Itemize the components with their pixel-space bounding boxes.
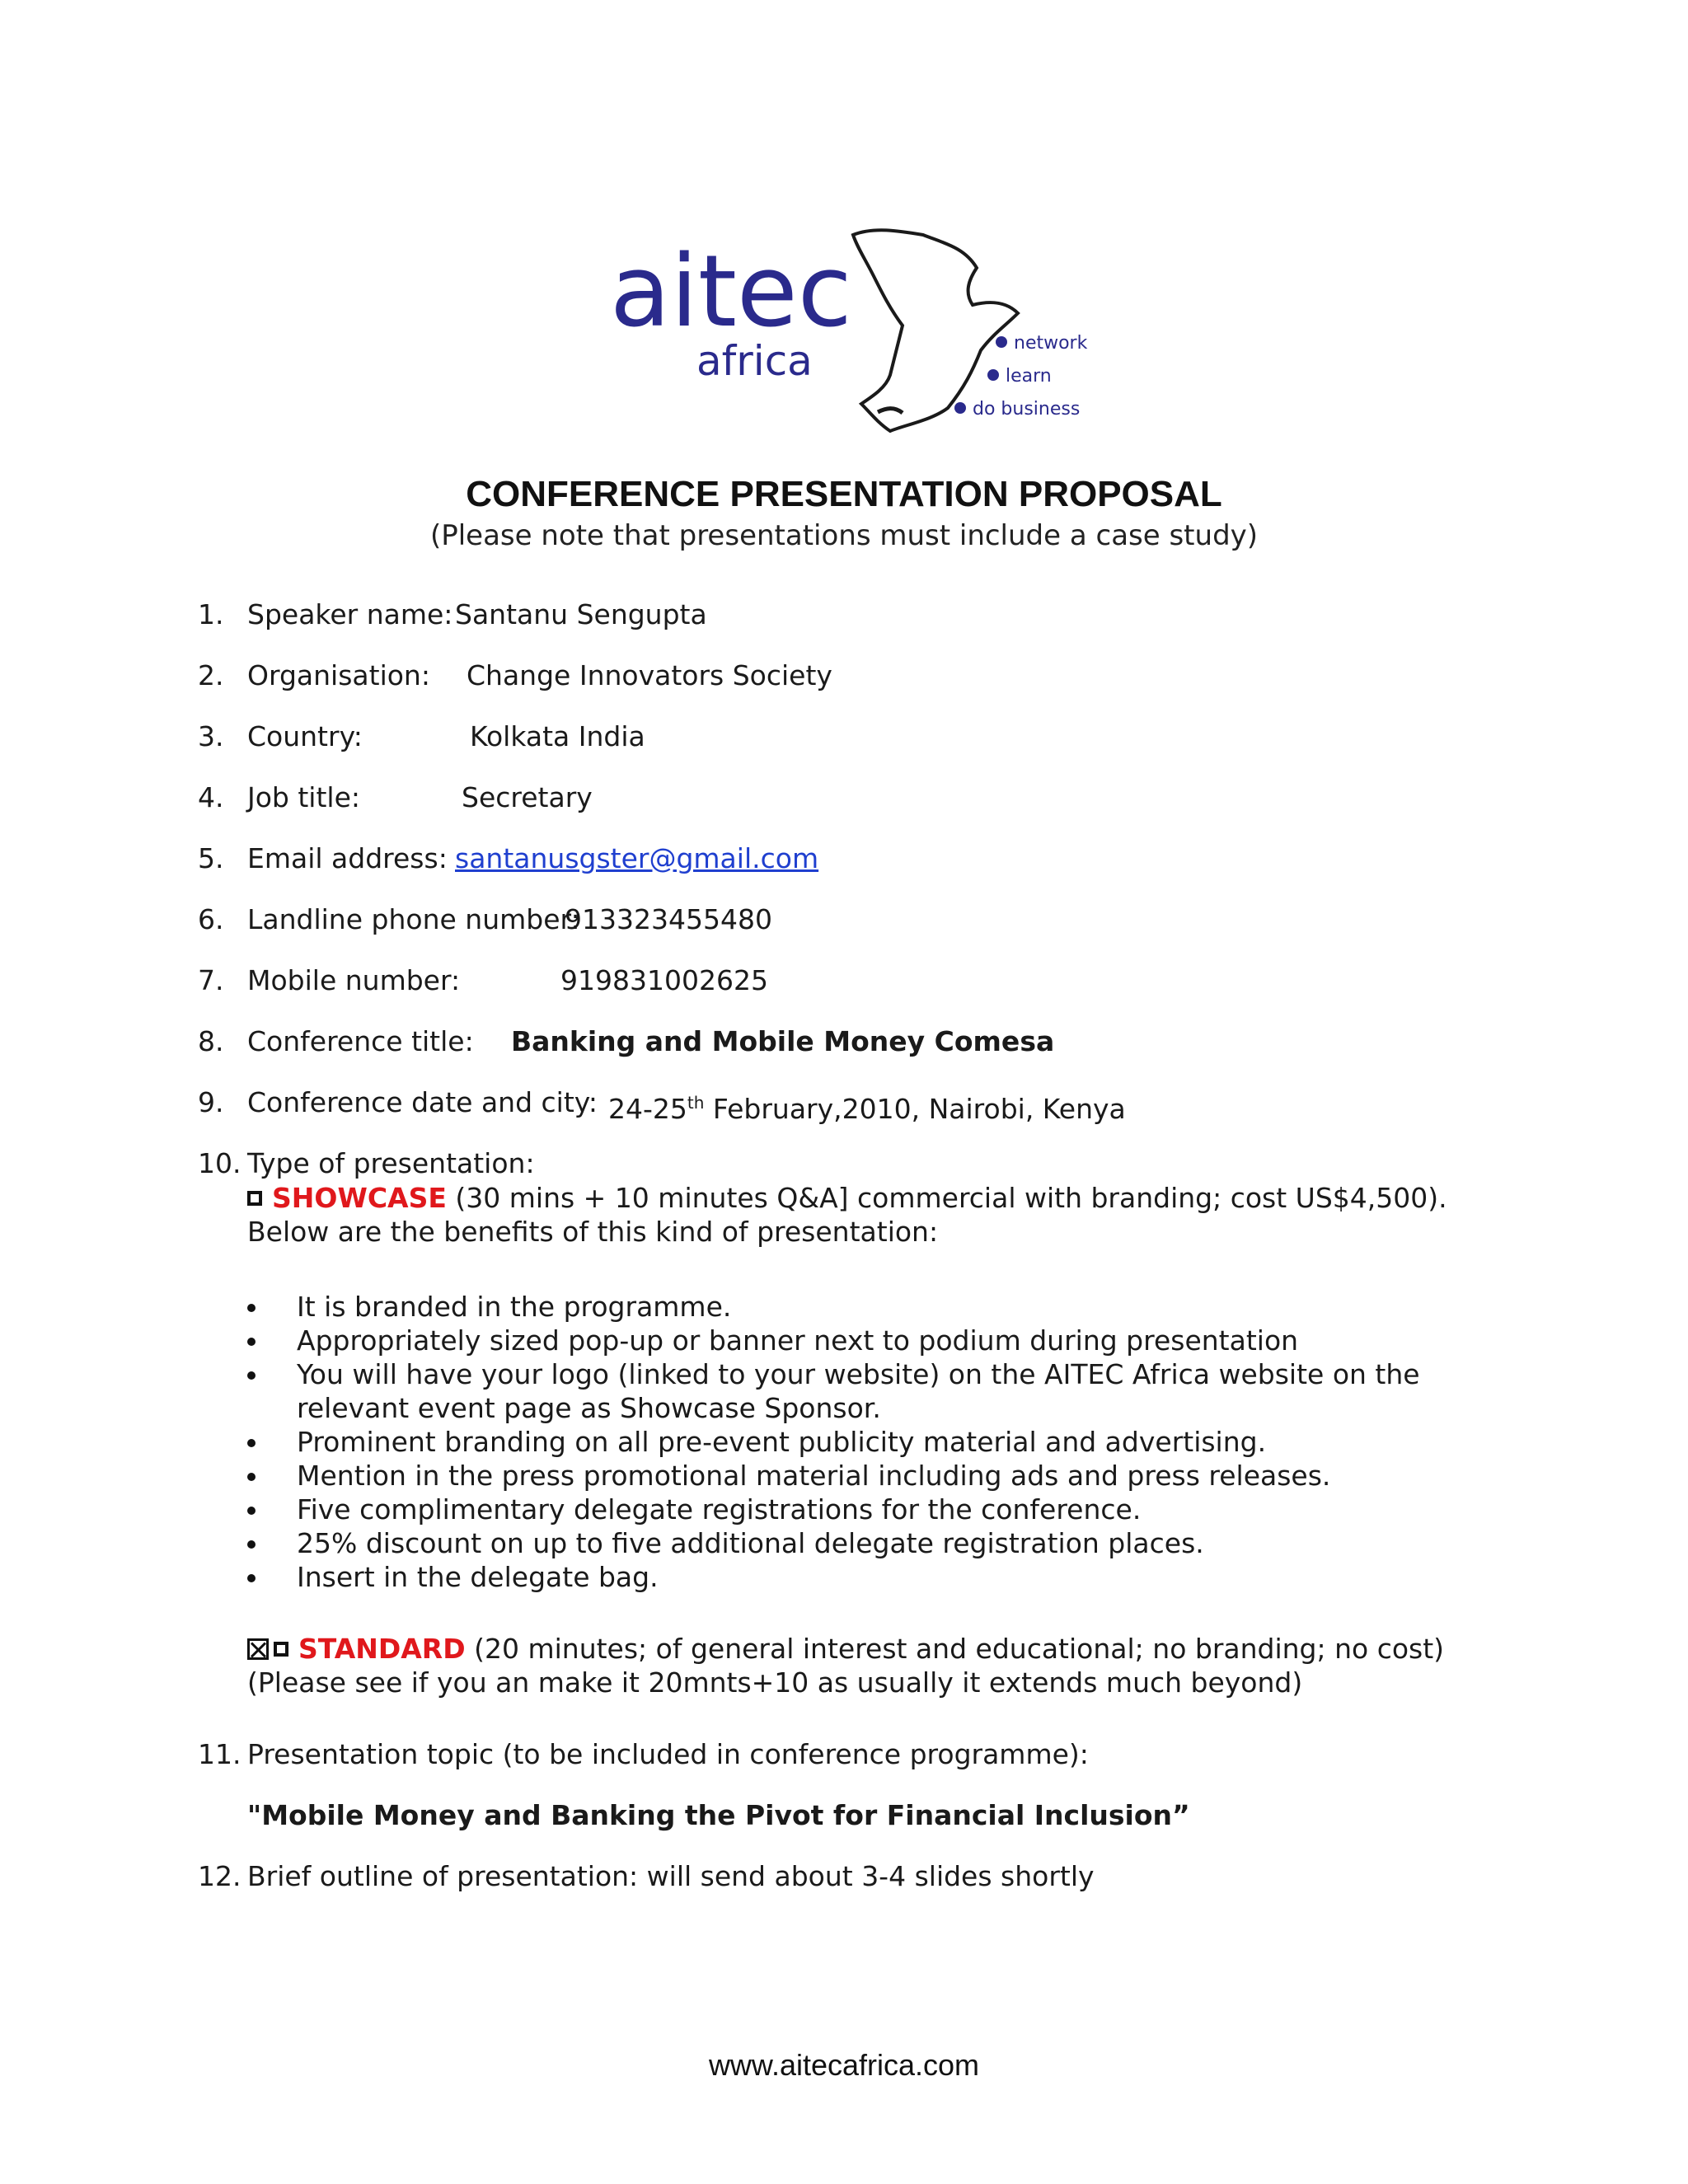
logo-tagline-3: do business xyxy=(973,399,1081,419)
document-title: CONFERENCE PRESENTATION PROPOSAL xyxy=(466,474,1222,514)
field-number: 5. xyxy=(198,842,224,874)
aitec-africa-logo xyxy=(577,210,1154,449)
list-item: You will have your logo (linked to your website) on the AITEC Africa website on the relevant event page as Showcase Sponsor. xyxy=(247,1357,1533,1425)
field-number: 12. xyxy=(198,1860,241,1892)
outline-text: Brief outline of presentation: will send about 3-4 slides shortly xyxy=(247,1860,1095,1892)
standard-description: (20 minutes; of general interest and educational; no branding; no cost) xyxy=(474,1633,1445,1665)
topic-value: "Mobile Money and Banking the Pivot for Financial Inclusion” xyxy=(247,1799,1190,1831)
field-number: 4. xyxy=(198,781,224,813)
field-number: 9. xyxy=(198,1086,224,1118)
field-number: 11. xyxy=(198,1738,241,1770)
field-label: Speaker name: xyxy=(247,598,453,630)
footer-url[interactable]: www.aitecafrica.com xyxy=(708,2048,980,2082)
field-value: 913323455480 xyxy=(565,903,772,935)
standard-checked-box[interactable] xyxy=(247,1638,269,1660)
list-item: Five complimentary delegate registrations for the conference. xyxy=(247,1493,1533,1526)
list-item: Prominent branding on all pre-event publicity material and advertising. xyxy=(247,1425,1533,1459)
showcase-benefits-list xyxy=(247,1290,1533,1594)
list-item: Appropriately sized pop-up or banner next to podium during presentation xyxy=(247,1324,1533,1357)
standard-checkbox[interactable] xyxy=(274,1642,288,1657)
logo-tagline-1: network xyxy=(1014,333,1088,354)
field-label: Country: xyxy=(247,720,363,752)
list-item: 25% discount on up to five additional delegate registration places. xyxy=(247,1526,1533,1560)
list-item: Mention in the press promotional material including ads and press releases. xyxy=(247,1459,1533,1493)
field-number: 1. xyxy=(198,598,224,630)
field-number: 2. xyxy=(198,659,224,691)
showcase-option xyxy=(247,1181,1533,1249)
field-value: Secretary xyxy=(462,781,593,813)
field-label: Conference date and city: xyxy=(247,1086,598,1118)
field-label: Organisation: xyxy=(247,659,430,691)
list-item: Insert in the delegate bag. xyxy=(247,1560,1533,1594)
field-label: Presentation topic (to be included in conference programme): xyxy=(247,1738,1089,1770)
field-label: Type of presentation: xyxy=(247,1147,535,1179)
field-value: 24-25th February,2010, Nairobi, Kenya xyxy=(608,1093,1126,1125)
field-number: 7. xyxy=(198,964,224,996)
standard-option xyxy=(247,1632,1533,1699)
field-number: 10. xyxy=(198,1147,241,1179)
field-value: Banking and Mobile Money Comesa xyxy=(511,1025,1055,1057)
logo-tagline-2: learn xyxy=(1006,366,1052,387)
field-number: 3. xyxy=(198,720,224,752)
logo-word: aitec xyxy=(610,235,852,349)
field-number: 6. xyxy=(198,903,224,935)
list-item: It is branded in the programme. xyxy=(247,1290,1533,1324)
showcase-label: SHOWCASE xyxy=(272,1182,447,1214)
field-value: 919831002625 xyxy=(560,964,768,996)
field-label: Email address: xyxy=(247,842,448,874)
field-label: Landline phone number: xyxy=(247,903,580,935)
field-label: Job title: xyxy=(247,781,360,813)
logo-sub: africa xyxy=(696,337,813,385)
field-value: Change Innovators Society xyxy=(467,659,832,691)
field-value: Kolkata India xyxy=(470,720,645,752)
field-number: 8. xyxy=(198,1025,224,1057)
field-label: Mobile number: xyxy=(247,964,461,996)
field-value: Santanu Sengupta xyxy=(455,598,707,630)
standard-note: (Please see if you an make it 20mnts+10 as usually it extends much beyond) xyxy=(247,1666,1303,1699)
email-link[interactable]: santanusgster@gmail.com xyxy=(455,842,819,874)
showcase-description: (30 mins + 10 minutes Q&A] commercial with branding; cost US$4,500). Below are the benefits of this kind of presentation: xyxy=(247,1182,1447,1248)
showcase-checkbox[interactable] xyxy=(247,1191,262,1206)
document-subtitle: (Please note that presentations must include a case study) xyxy=(429,519,1259,552)
field-label: Conference title: xyxy=(247,1025,474,1057)
standard-label: STANDARD xyxy=(298,1633,466,1665)
